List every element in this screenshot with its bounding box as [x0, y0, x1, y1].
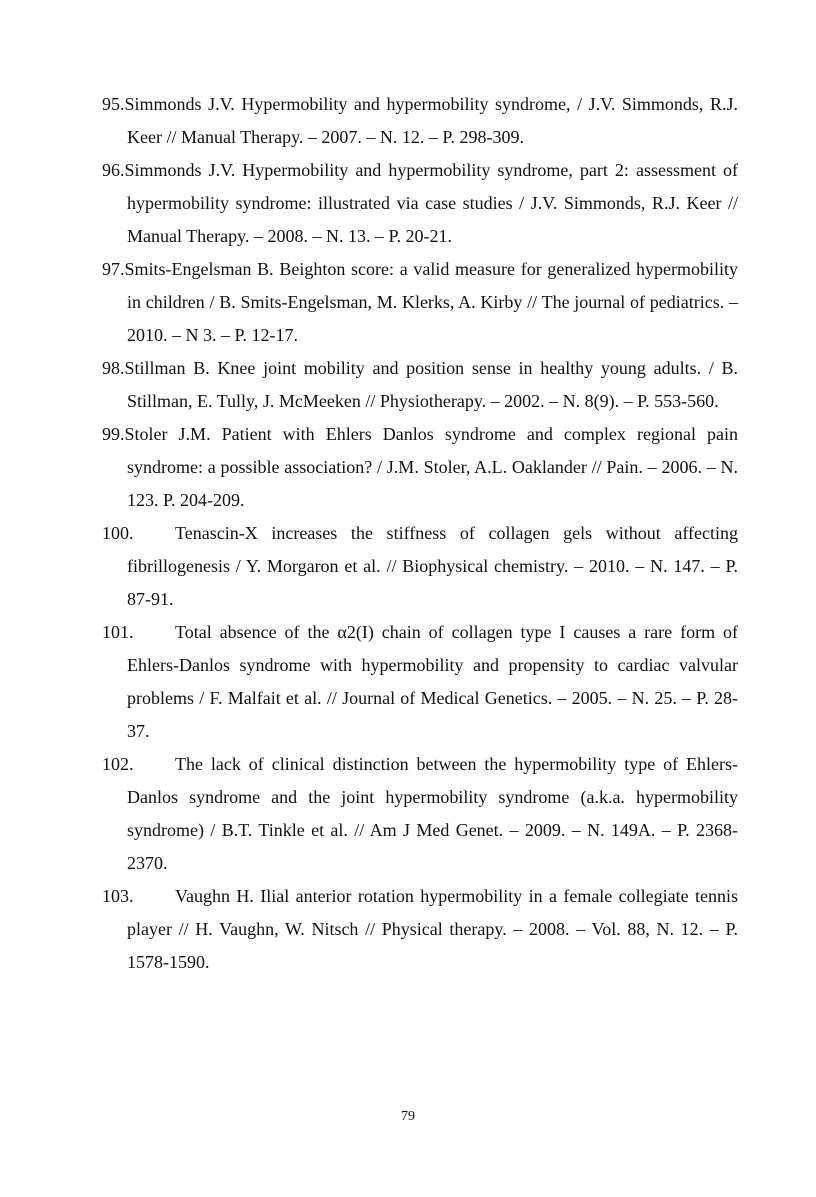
- reference-number: 98.: [102, 358, 125, 378]
- reference-list: [102, 88, 738, 979]
- reference-item-97: [102, 253, 738, 352]
- reference-item-98: [102, 352, 738, 418]
- reference-item-99: [102, 418, 738, 517]
- reference-number: 95.: [102, 94, 125, 114]
- reference-number: 96.: [102, 160, 125, 180]
- reference-number: 101.: [102, 622, 134, 642]
- reference-text: Stillman B. Knee joint mobility and position sense in healthy young adults. / B. Stillman, E. Tully, J. McMeeken // Physiotherapy. – 2002. – N. 8(9). – P. 553-560.: [124, 358, 738, 411]
- reference-number: 97.: [102, 259, 125, 279]
- reference-item-102: [102, 748, 738, 880]
- reference-number: 103.: [102, 886, 134, 906]
- reference-item-103: [102, 880, 738, 979]
- reference-text: Simmonds J.V. Hypermobility and hypermobility syndrome, / J.V. Simmonds, R.J. Keer // Manual Therapy. – 2007. – N. 12. – P. 298-309.: [124, 94, 738, 147]
- reference-text: Simmonds J.V. Hypermobility and hypermobility syndrome, part 2: assessment of hypermobility syndrome: illustrated via case studies / J.V. Simmonds, R.J. Keer // Manual Therapy. – 2008. – N. 13. – P. 20-21.: [124, 160, 738, 246]
- reference-item-101: [102, 616, 738, 748]
- reference-item-95: [102, 88, 738, 154]
- page-number: 79: [401, 1109, 415, 1124]
- reference-text: The lack of clinical distinction between the hypermobility type of Ehlers-Danlos syndrome and the joint hypermobility syndrome (a.k.a. hypermobility syndrome) / B.T. Tinkle et al. // Am J Med Genet. – 2009. – N. 149A. – P. 2368-2370.: [127, 754, 738, 873]
- reference-text: Vaughn H. Ilial anterior rotation hypermobility in a female collegiate tennis player // H. Vaughn, W. Nitsch // Physical therapy. – 2008. – Vol. 88, N. 12. – P. 1578-1590.: [127, 886, 738, 972]
- reference-item-100: [102, 517, 738, 616]
- reference-item-96: [102, 154, 738, 253]
- reference-text: Total absence of the α2(I) chain of collagen type I causes a rare form of Ehlers-Danlos syndrome with hypermobility and propensity to cardiac valvular problems / F. Malfait et al. // Journal of Medical Genetics. – 2005. – N. 25. – P. 28-37.: [127, 622, 738, 741]
- reference-text: Stoler J.M. Patient with Ehlers Danlos syndrome and complex regional pain syndrome: a possible association? / J.M. Stoler, A.L. Oaklander // Pain. – 2006. – N. 123. P. 204-209.: [124, 424, 738, 510]
- reference-number: 100.: [102, 523, 134, 543]
- reference-text: Tenascin-X increases the stiffness of collagen gels without affecting fibrillogenesis / Y. Morgaron et al. // Biophysical chemistry. – 2010. – N. 147. – P. 87-91.: [127, 523, 738, 609]
- reference-number: 102.: [102, 754, 134, 774]
- reference-number: 99.: [102, 424, 125, 444]
- reference-text: Smits-Engelsman B. Beighton score: a valid measure for generalized hypermobility in children / B. Smits-Engelsman, M. Klerks, A. Kirby // The journal of pediatrics. – 2010. – N 3. – P. 12-17.: [124, 259, 738, 345]
